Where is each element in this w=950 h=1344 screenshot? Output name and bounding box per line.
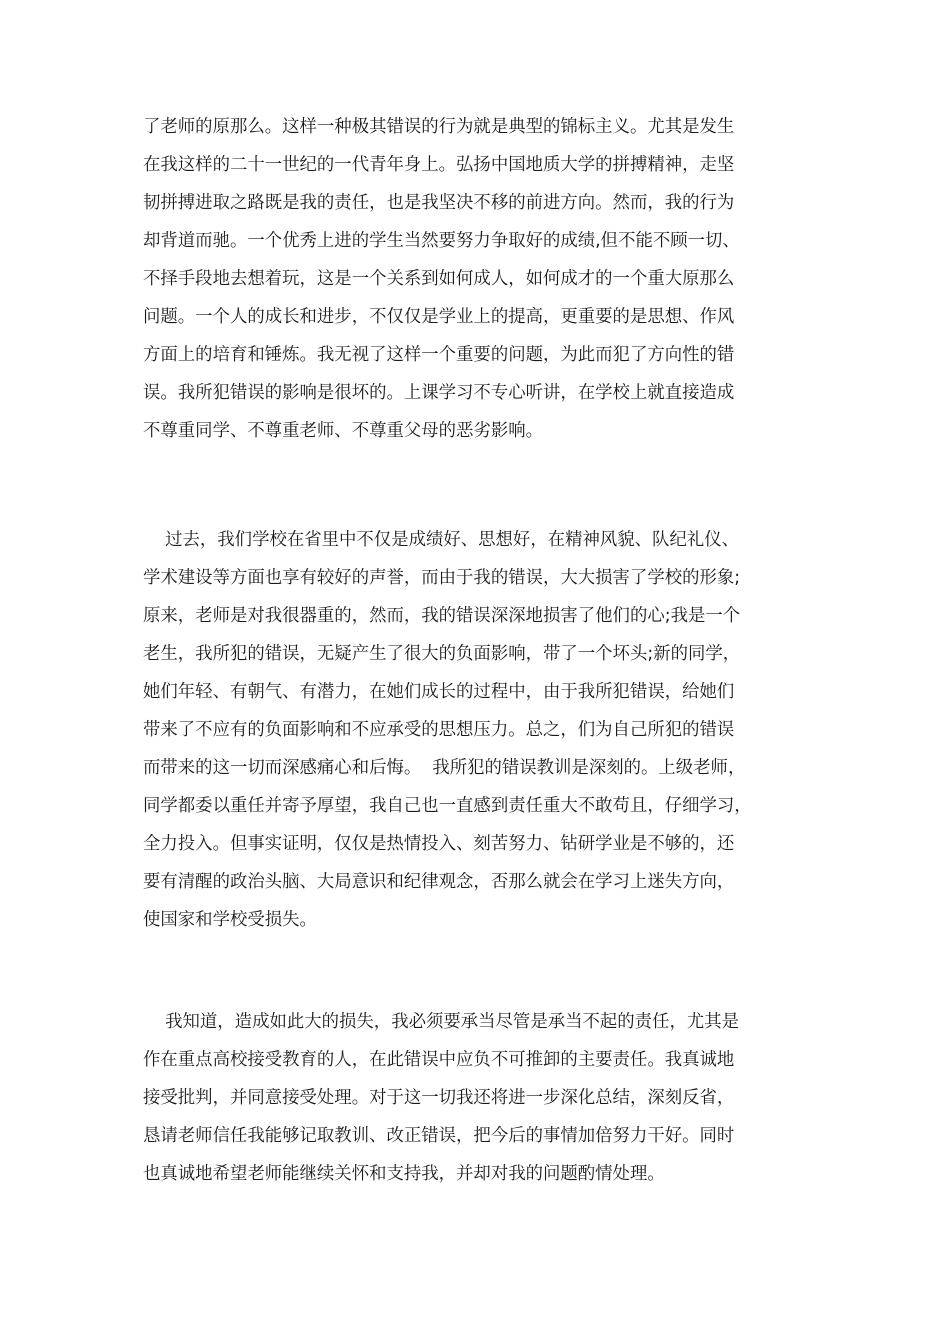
text-line: 也真诚地希望老师能继续关怀和支持我，并却对我的问题酌情处理。 — [143, 1164, 665, 1184]
text-line: 误。我所犯错误的影响是很坏的。上课学习不专心听讲，在学校上就直接造成 — [143, 383, 735, 403]
text-line: 方面上的培育和锤炼。我无视了这样一个重要的问题，为此而犯了方向性的错 — [143, 345, 735, 365]
text-line: 而带来的这一切而深感痛心和后悔。 我所犯的错误教训是深刻的。上级老师， — [143, 758, 746, 778]
text-line: 不尊重同学、不尊重老师、不尊重父母的恶劣影响。 — [143, 421, 543, 441]
text-line: 老生，我所犯的错误，无疑产生了很大的负面影响，带了一个坏头;新的同学， — [143, 644, 741, 664]
text-line: 学术建设等方面也享有较好的声誉，而由于我的错误，大大损害了学校的形象; — [143, 568, 741, 588]
text-line: 她们年轻、有朝气、有潜力，在她们成长的过程中，由于我所犯错误，给她们 — [143, 682, 735, 702]
text-line: 全力投入。但事实证明，仅仅是热情投入、刻苦努力、钻研学业是不够的，还 — [143, 834, 735, 854]
text-line: 恳请老师信任我能够记取教训、改正错误，把今后的事情加倍努力干好。同时 — [143, 1126, 735, 1146]
text-line: 却背道而驰。一个优秀上进的学生当然要努力争取好的成绩,但不能不顾一切、 — [143, 231, 740, 251]
text-line: 过去，我们学校在省里中不仅是成绩好、思想好，在精神风貌、队纪礼仪、 — [143, 530, 740, 550]
text-line: 同学都委以重任并寄予厚望，我自己也一直感到责任重大不敢苟且，仔细学习， — [143, 796, 752, 816]
text-line: 带来了不应有的负面影响和不应承受的思想压力。总之，们为自己所犯的错误 — [143, 720, 735, 740]
text-line: 在我这样的二十一世纪的一代青年身上。弘扬中国地质大学的拼搏精神，走坚 — [143, 155, 735, 175]
text-line: 原来，老师是对我很器重的，然而，我的错误深深地损害了他们的心;我是一个 — [143, 606, 741, 626]
text-line: 不择手段地去想着玩，这是一个关系到如何成人，如何成才的一个重大原那么 — [143, 269, 735, 289]
text-line: 我知道，造成如此大的损失，我必须要承当尽管是承当不起的责任，尤其是 — [143, 1012, 740, 1032]
text-line: 要有清醒的政治头脑、大局意识和纪律观念，否那么就会在学习上迷失方向， — [143, 872, 735, 892]
text-line: 作在重点高校接受教育的人，在此错误中应负不可推卸的主要责任。我真诚地 — [143, 1050, 735, 1070]
text-line: 问题。一个人的成长和进步，不仅仅是学业上的提高，更重要的是思想、作风 — [143, 307, 735, 327]
text-line: 接受批判，并同意接受处理。对于这一切我还将进一步深化总结，深刻反省， — [143, 1088, 735, 1108]
text-line: 使国家和学校受损失。 — [143, 910, 317, 930]
text-line: 韧拼搏进取之路既是我的责任，也是我坚决不移的前进方向。然而，我的行为 — [143, 193, 735, 213]
text-line: 了老师的原那么。这样一种极其错误的行为就是典型的锦标主义。尤其是发生 — [143, 117, 735, 137]
